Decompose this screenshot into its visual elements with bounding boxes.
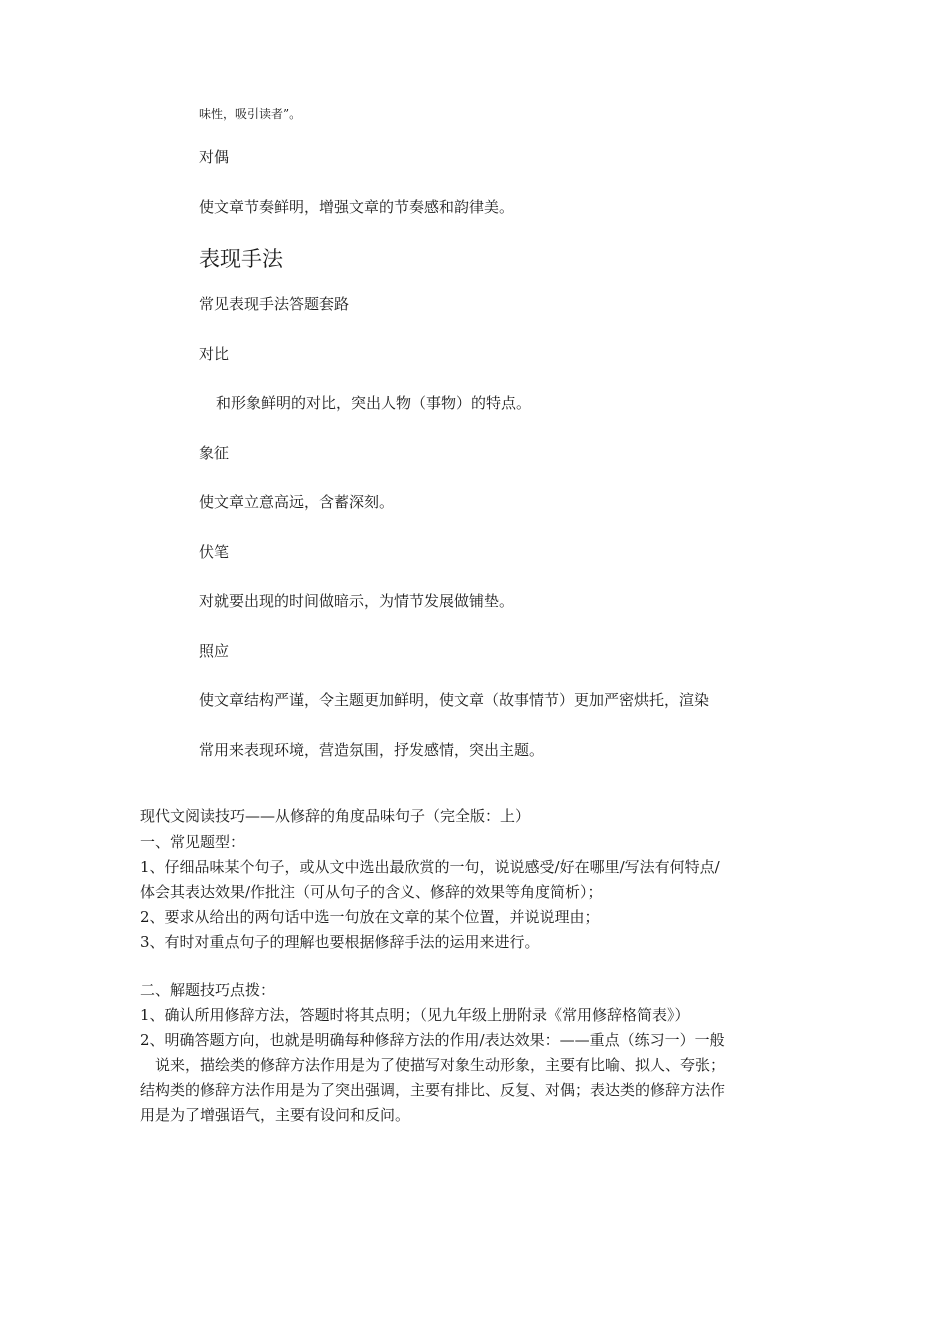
part2-line-3: 说来，描绘类的修辞方法作用是为了使描写对象生动形象，主要有比喻、拟人、夸张；: [155, 1056, 726, 1074]
fragment-text: 味性，吸引读者”。: [199, 107, 302, 121]
xiangzheng-title: 象征: [199, 444, 230, 462]
section-heading: 表现手法: [199, 247, 283, 271]
duiou-text: 使文章节奏鲜明，增强文章的节奏感和韵律美。: [199, 198, 515, 216]
xuanran-text: 常用来表现环境，营造氛围，抒发感情，突出主题。: [199, 741, 545, 759]
part1-line-2: 体会其表达效果/作批注（可从句子的含义、修辞的效果等角度简析）；: [140, 883, 603, 901]
part1-line-1: 1、仔细品味某个句子，或从文中选出最欣赏的一句，说说感受/好在哪里/写法有何特点/: [140, 858, 720, 876]
duibi-text: 和形象鲜明的对比，突出人物（事物）的特点。: [216, 394, 532, 412]
part2-line-1: 1、确认所用修辞方法，答题时将其点明；（见九年级上册附录《常用修辞格简表》）: [140, 1006, 690, 1024]
part2-heading: 二、解题技巧点拨：: [140, 981, 276, 999]
section-subheading: 常见表现手法答题套路: [199, 295, 350, 313]
fubi-text: 对就要出现的时间做暗示，为情节发展做铺垫。: [199, 592, 515, 610]
zhaoying-title: 照应: [199, 642, 230, 660]
article-title: 现代文阅读技巧——从修辞的角度品味句子（完全版：上）: [140, 807, 531, 825]
part2-line-5: 用是为了增强语气，主要有设问和反问。: [140, 1106, 411, 1124]
part1-heading: 一、常见题型：: [140, 833, 246, 851]
duiou-title: 对偶: [199, 148, 230, 166]
part2-line-4: 结构类的修辞方法作用是为了突出强调，主要有排比、反复、对偶；表达类的修辞方法作: [140, 1081, 726, 1099]
fubi-title: 伏笔: [199, 543, 230, 561]
part2-line-2: 2、明确答题方向，也就是明确每种修辞方法的作用/表达效果：——重点（练习一）一般: [140, 1031, 725, 1049]
part1-line-3: 2、要求从给出的两句话中选一句放在文章的某个位置，并说说理由；: [140, 908, 600, 926]
duibi-title: 对比: [199, 345, 230, 363]
xiangzheng-text: 使文章立意高远，含蓄深刻。: [199, 493, 395, 511]
part1-line-4: 3、有时对重点句子的理解也要根据修辞手法的运用来进行。: [140, 933, 540, 951]
zhaoying-text: 使文章结构严谨，令主题更加鲜明，使文章（故事情节）更加严密烘托，渲染: [199, 691, 710, 709]
